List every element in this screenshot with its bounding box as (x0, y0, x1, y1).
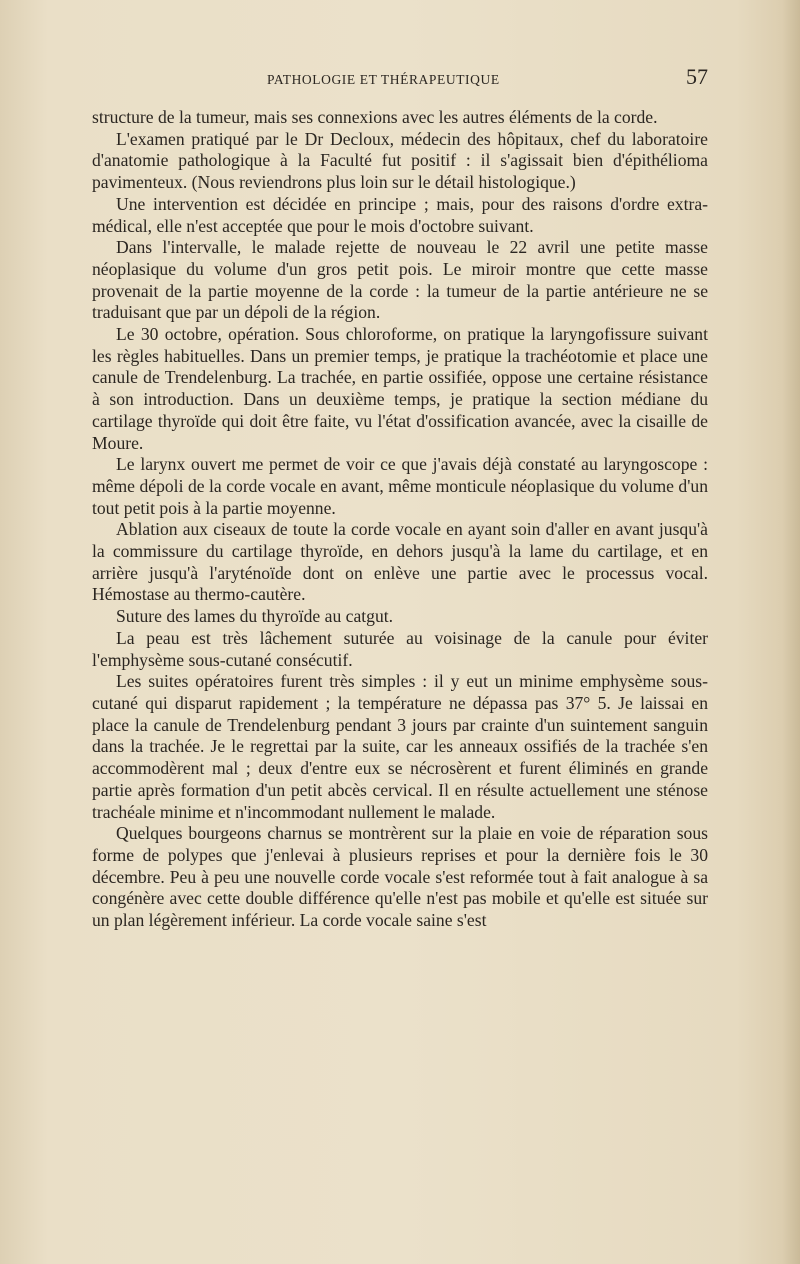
running-title: PATHOLOGIE ET THÉRAPEUTIQUE (267, 72, 500, 87)
paragraph: La peau est très lâchement suturée au voisinage de la canule pour éviter l'emphysème sous-cutané consécutif. (92, 627, 708, 670)
paragraph: Une intervention est décidée en principe ; mais, pour des raisons d'ordre extra-médical, elle n'est acceptée que pour le mois d'octobre suivant. (92, 193, 708, 236)
page-header (92, 64, 708, 92)
paragraph: Le 30 octobre, opération. Sous chloroforme, on pratique la laryngofissure suivant les règles habituelles. Dans un premier temps, je pratique la trachéotomie et place une canule de Trendelenburg. La trachée, en partie ossifiée, oppose une certaine résistance à son introduction. Dans un deuxième temps, je pratique la section médiane du cartilage thyroïde qui doit être faite, vu l'état d'ossification avancée, avec la cisaille de Moure. (92, 324, 708, 453)
page-edge-shadow (782, 0, 800, 1264)
body-text (92, 107, 708, 932)
paragraph: Le larynx ouvert me permet de voir ce que j'avais déjà constaté au laryngoscope : même dépoli de la corde vocale en avant, même monticule néoplasique du volume d'un tout petit pois à la partie moyenne. (92, 454, 708, 518)
paragraph: Les suites opératoires furent très simples : il y eut un minime emphysème sous-cutané qui disparut rapidement ; la température ne dépassa pas 37° 5. Je laissai en place la canule de Trendelenburg pendant 3 jours par crainte d'un suintement sanguin dans la trachée. Je le regrettai par la suite, car les anneaux ossifiés de la trachée s'en accommodèrent mal ; deux d'entre eux se nécrosèrent et furent éliminés en grande partie après formation d'un petit abcès cervical. Il en résulte actuellement une sténose trachéale minime et n'incommodant nullement le malade. (92, 671, 708, 822)
paragraph: L'examen pratiqué par le Dr Decloux, médecin des hôpitaux, chef du laboratoire d'anatomie pathologique à la Faculté fut positif : il s'agissait bien d'épithélioma pavimenteux. (Nous reviendrons plus loin sur le détail histologique.) (92, 128, 708, 193)
paragraph: Suture des lames du thyroïde au catgut. (116, 606, 394, 627)
page-number: 57 (686, 64, 708, 89)
paragraph: Dans l'intervalle, le malade rejette de nouveau le 22 avril une petite masse néoplasique du volume d'un gros petit pois. Le miroir montre que cette masse provenait de la partie moyenne de la corde : la tumeur de la partie antérieure ne se traduisant que par un dépoli de la région. (92, 237, 708, 323)
paragraph: Ablation aux ciseaux de toute la corde vocale en ayant soin d'aller en avant jusqu'à la commissure du cartilage thyroïde, en dehors jusqu'à la lame du cartilage, et en arrière jusqu'à l'aryténoïde dont on enlève une partie avec le processus vocal. Hémostase au thermo-cautère. (92, 519, 708, 605)
paragraph: Quelques bourgeons charnus se montrèrent sur la plaie en voie de réparation sous forme de polypes que j'enlevai à plusieurs reprises et pour la dernière fois le 30 décembre. Peu à peu une nouvelle corde vocale s'est reformée tout à fait analogue à sa congénère avec cette double différence qu'elle n'est pas mobile et qu'elle est située sur un plan légèrement inférieur. La corde vocale saine s'est (92, 823, 708, 931)
paragraph: structure de la tumeur, mais ses connexions avec les autres éléments de la corde. (92, 107, 658, 127)
